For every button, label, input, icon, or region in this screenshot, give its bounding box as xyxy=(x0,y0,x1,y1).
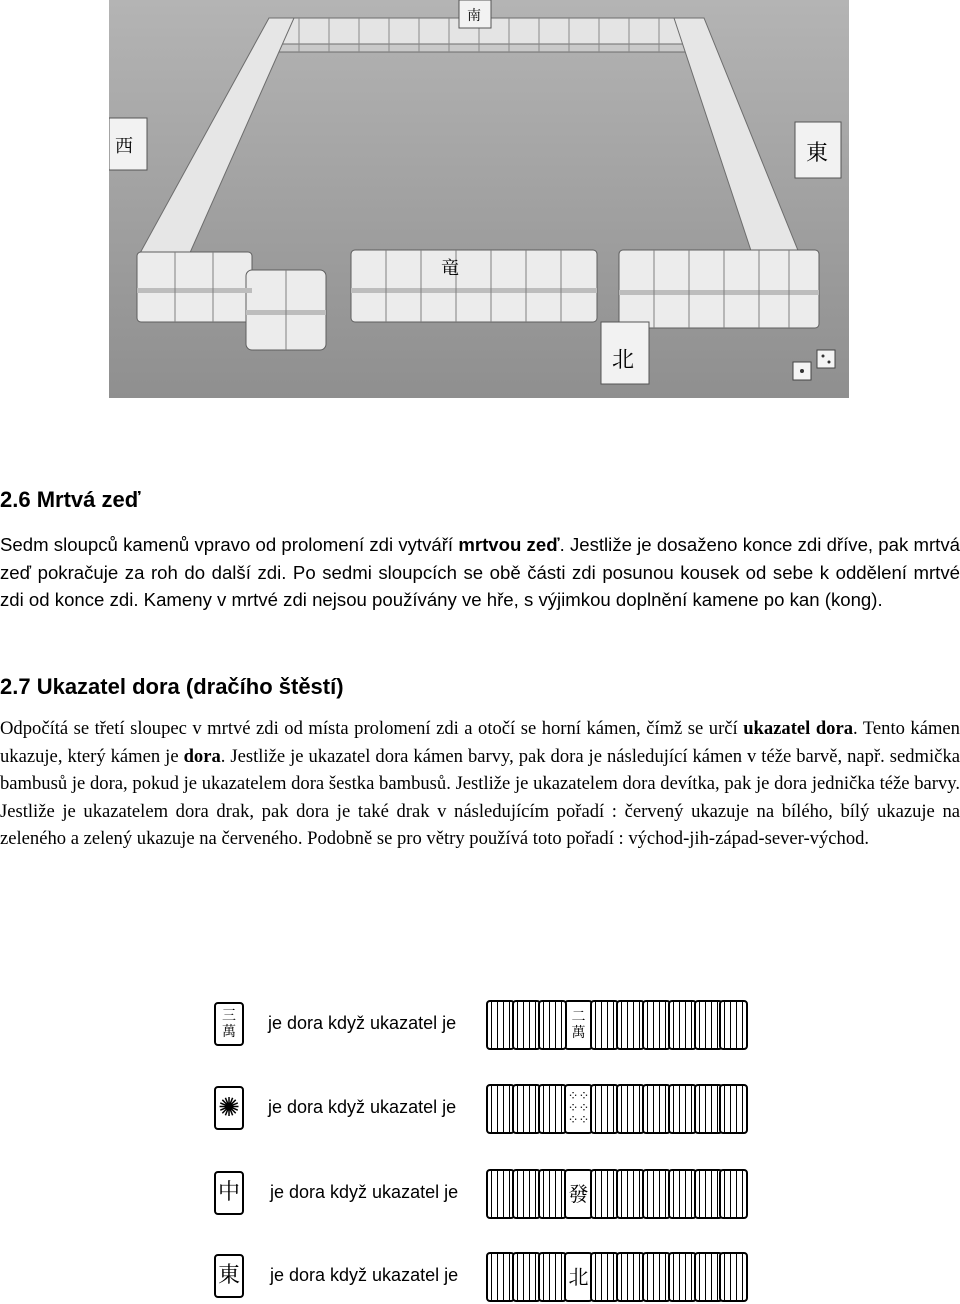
dora-paragraph xyxy=(0,715,960,853)
tile-back xyxy=(486,1000,515,1050)
tile-back xyxy=(538,1169,567,1219)
svg-text:北: 北 xyxy=(612,348,635,373)
tile-back xyxy=(719,1084,748,1134)
section-heading: 2.6 Mrtvá zeď xyxy=(0,487,141,512)
tile-back xyxy=(486,1084,515,1134)
tile-back xyxy=(668,1252,697,1302)
dead-wall-strip xyxy=(486,1084,748,1134)
tile-back xyxy=(512,1084,541,1134)
tile-back xyxy=(616,1084,645,1134)
section-heading: 2.7 Ukazatel dora (dračího štěstí) xyxy=(0,674,344,699)
tile-back xyxy=(668,1169,697,1219)
tile-back xyxy=(512,1000,541,1050)
tile-back xyxy=(642,1169,671,1219)
svg-text:⻯: ⻯ xyxy=(441,258,459,279)
dora-label: je dora když ukazatel je xyxy=(270,1265,459,1285)
tile-back xyxy=(538,1000,567,1050)
tile-back xyxy=(719,1000,748,1050)
text-run: Odpočítá se třetí sloupec v mrtvé zdi od místa prolomení zdi a otočí se horní kámen, čímž se určí xyxy=(0,718,744,739)
bold-term: dora xyxy=(183,745,221,767)
dora-label: je dora když ukazatel je xyxy=(268,1013,457,1033)
north-wind-tile-icon: 北 xyxy=(564,1252,593,1302)
tile-back xyxy=(512,1169,541,1219)
svg-text:南: 南 xyxy=(467,8,481,24)
red-dragon-tile-icon: 中 xyxy=(214,1171,244,1215)
bold-term: mrtvou zeď xyxy=(458,534,560,555)
nine-circles-tile-icon xyxy=(564,1084,593,1134)
tile-glyph-top: 二 xyxy=(571,1009,586,1025)
svg-text:東: 東 xyxy=(806,141,829,166)
dead-wall-strip xyxy=(486,1252,748,1302)
tile-back xyxy=(486,1252,515,1302)
tile-back xyxy=(719,1252,748,1302)
bold-term: ukazatel dora xyxy=(743,718,854,739)
text-run: . Jestliže je ukazatel dora kámen barvy, pak dora je následující kámen v téže barvě, např. sedmička bambusů je dora, pokud je ukazatelem dora šestka bambusů. Jestliže je ukazatelem dora devítka, pak je dora jednička téže barvy. Jestliže je ukazatelem dora drak, pak dora je také drak v následujícím pořadí : červený ukazuje na bílého, bílý ukazuje na zeleného a zelený ukazuje na červeného. Podobně se pro větry používá toto pořadí : východ-jih-západ-sever-východ. xyxy=(0,745,960,849)
tile-glyph-bottom: 萬 xyxy=(571,1025,586,1041)
mahjong-wall-photo xyxy=(109,0,849,398)
dora-label: je dora když ukazatel je xyxy=(268,1097,457,1117)
dead-wall-paragraph xyxy=(0,531,960,614)
tile-back xyxy=(668,1084,697,1134)
tile-back xyxy=(590,1000,619,1050)
tile-glyph-bottom: 萬 xyxy=(222,1024,236,1040)
tile-back xyxy=(616,1252,645,1302)
tile-glyph-top: 三 xyxy=(222,1008,236,1024)
dora-example-row xyxy=(0,1252,960,1304)
tile-back xyxy=(616,1169,645,1219)
section-dora-indicator xyxy=(0,673,960,701)
text-run: Sedm sloupců kamenů vpravo od prolomení zdi vytváří xyxy=(0,534,459,555)
tile-back xyxy=(668,1000,697,1050)
tile-back xyxy=(590,1169,619,1219)
text-run: . Tento kámen ukazuje, který kámen je xyxy=(0,718,960,767)
tile-back xyxy=(538,1252,567,1302)
east-wind-tile-icon: 東 xyxy=(214,1254,244,1298)
tile-back xyxy=(719,1169,748,1219)
tile-back xyxy=(538,1084,567,1134)
tile-glyph: ⁘⁘ xyxy=(567,1101,590,1116)
tile-back xyxy=(590,1252,619,1302)
dead-wall-strip xyxy=(486,1000,748,1050)
one-circle-tile-icon: ✺ xyxy=(214,1086,244,1130)
tile-back xyxy=(642,1000,671,1050)
dead-wall-strip xyxy=(486,1169,748,1219)
text-run: . Jestliže je dosaženo konce zdi dříve, pak mrtvá zeď pokračuje za roh do další zdi. Po sedmi sloupcích se obě části zdi posunou kousek od sebe k oddělení mrtvé zdi od konce zdi. Kameny v mrtvé zdi nejsou používány ve hře, s výjimkou doplnění kamene po kan (kong). xyxy=(0,534,960,610)
dora-label: je dora když ukazatel je xyxy=(270,1182,459,1202)
green-dragon-tile-icon: 發 xyxy=(564,1169,593,1219)
dora-example-row xyxy=(0,1084,960,1136)
svg-text:西: 西 xyxy=(115,136,133,157)
dora-example-row xyxy=(0,1000,960,1052)
tile-glyph: ⁘⁘ xyxy=(567,1089,590,1104)
two-character-tile-icon xyxy=(564,1000,593,1050)
tile-glyph: ⁘⁘ xyxy=(567,1113,590,1128)
three-character-tile-icon xyxy=(214,1002,244,1046)
tile-back xyxy=(590,1084,619,1134)
tile-back xyxy=(642,1084,671,1134)
tile-back xyxy=(642,1252,671,1302)
section-dead-wall xyxy=(0,486,960,514)
dora-example-row xyxy=(0,1169,960,1221)
tile-back xyxy=(486,1169,515,1219)
tile-back xyxy=(616,1000,645,1050)
tile-back xyxy=(512,1252,541,1302)
